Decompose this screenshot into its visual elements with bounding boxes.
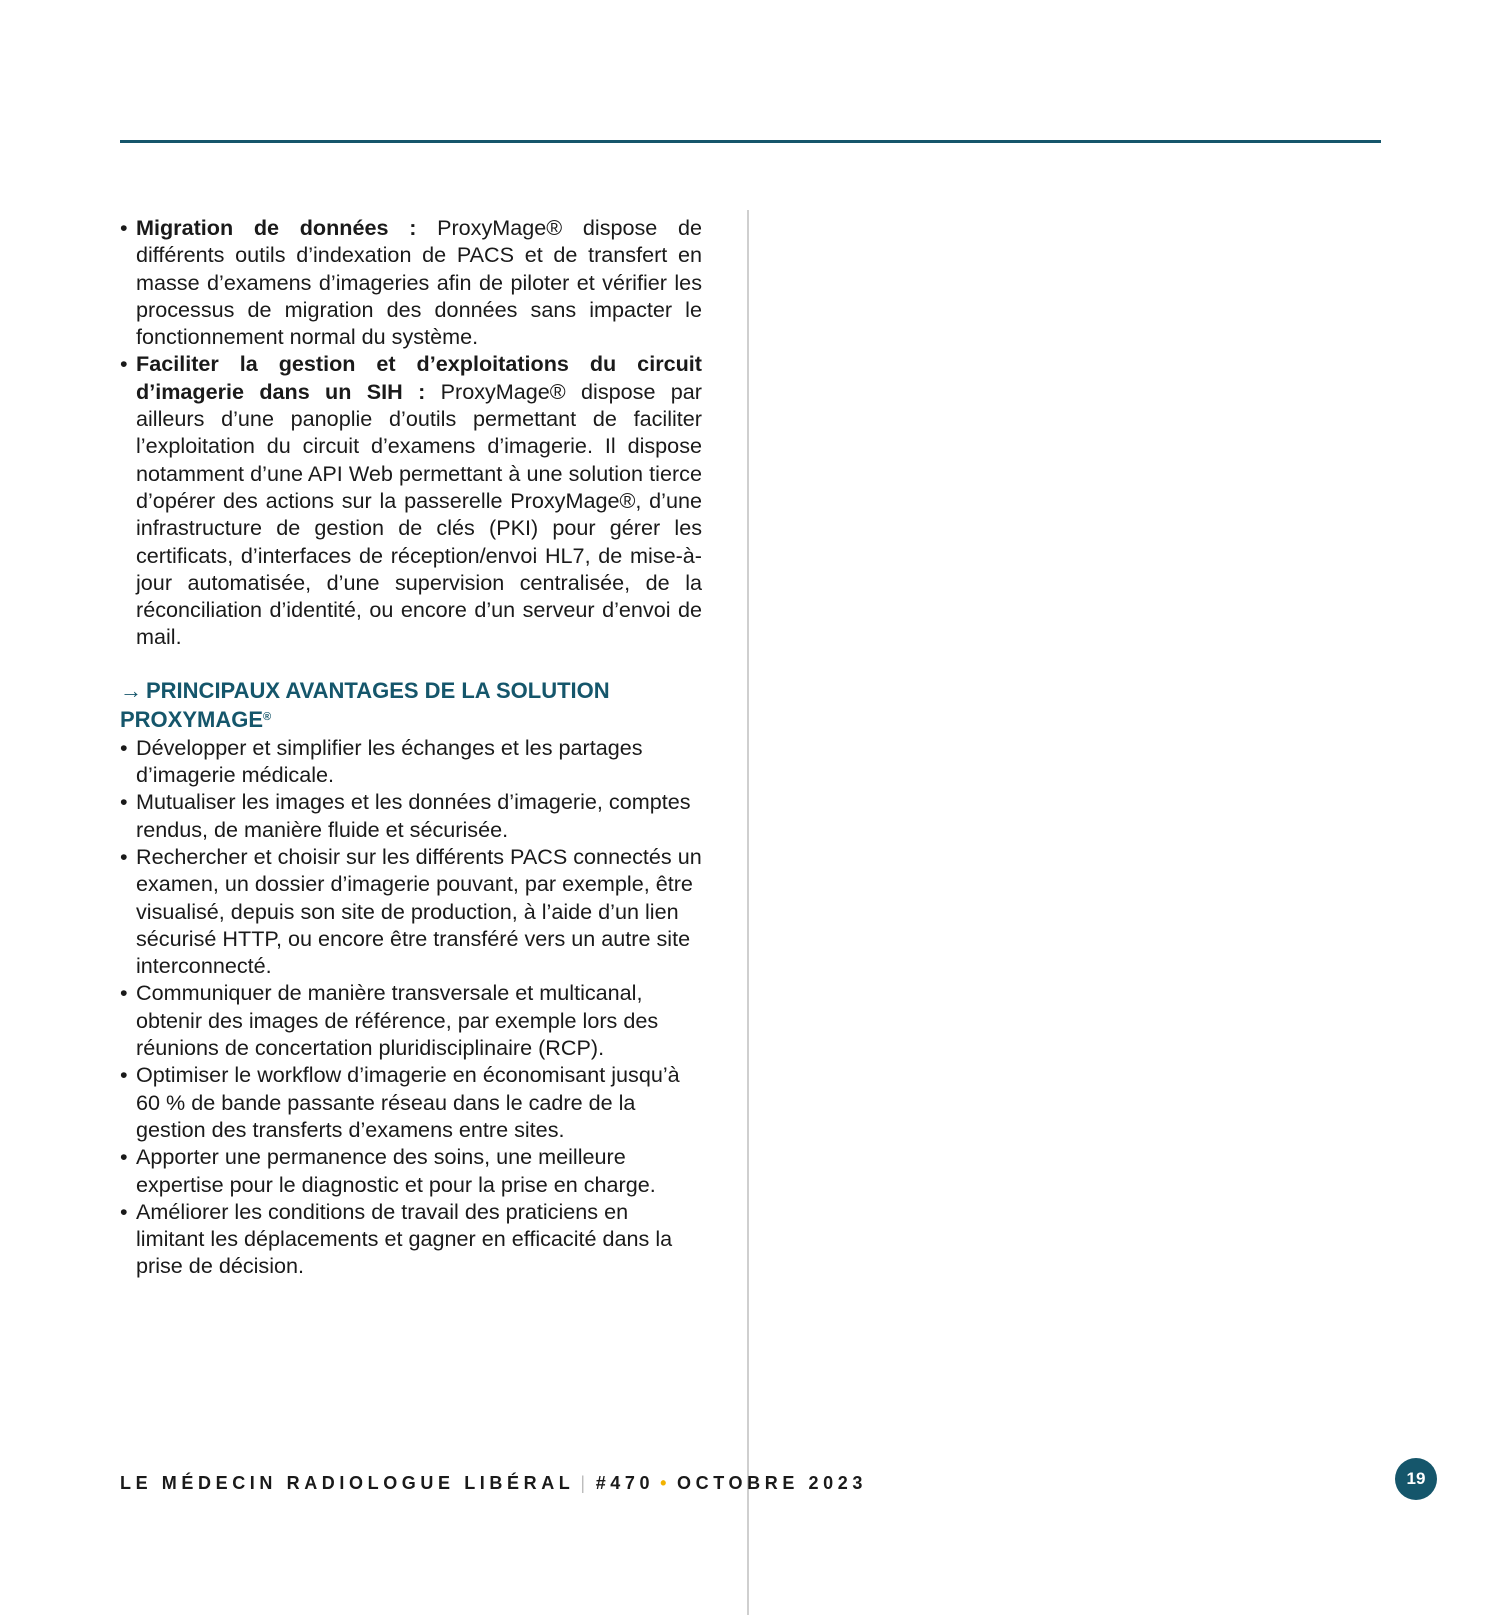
- list-item-sih: [120, 350, 702, 650]
- advantages-heading: [120, 677, 702, 734]
- column-divider: [747, 210, 749, 1615]
- left-column: [120, 214, 702, 1280]
- list-item: • Optimiser le workflow d’imagerie en économisant jusqu’à 60 % de bande passante réseau dans le cadre de la gestion des transferts d’examens entre sites.: [120, 1061, 702, 1143]
- list-item: • Mutualiser les images et les données d’imagerie, comptes rendus, de manière fluide et sécurisée.: [120, 788, 702, 843]
- item-term: Migration de données :: [136, 215, 417, 240]
- list-item: • Améliorer les conditions de travail des praticiens en limitant les déplacements et gagner en efficacité dans la prise de décision.: [120, 1198, 702, 1280]
- footer-dot: •: [660, 1473, 672, 1493]
- list-item: • Communiquer de manière transversale et multicanal, obtenir des images de référence, par exemple lors des réunions de concertation pluridisciplinaire (RCP).: [120, 979, 702, 1061]
- heading-line2: PROXYMAGE: [120, 707, 264, 733]
- issue-number: #470: [595, 1473, 655, 1493]
- list-item-migration: [120, 214, 702, 350]
- footer: [120, 1473, 867, 1494]
- list-item: • Apporter une permanence des soins, une meilleure expertise pour le diagnostic et pour la prise en charge.: [120, 1143, 702, 1198]
- feature-list: [120, 214, 702, 651]
- page-number-badge: 19: [1395, 1458, 1437, 1500]
- registered-mark: ®: [263, 711, 272, 724]
- issue-date: OCTOBRE 2023: [677, 1473, 867, 1493]
- footer-separator: |: [580, 1473, 590, 1493]
- list-item: • Rechercher et choisir sur les différents PACS connectés un examen, un dossier d’imagerie pouvant, par exemple, être visualisé, depuis son site de production, à l’aide d’un lien sécurisé HTTP, ou encore être transféré vers un autre site interconnecté.: [120, 843, 702, 979]
- arrow-right-icon: →: [120, 677, 142, 703]
- item-text: ProxyMage® dispose par ailleurs d’une panoplie d’outils permettant de faciliter l’exploitation du circuit d’examens d’imagerie. Il dispose notamment d’une API Web permettant à une solution tierce d’opérer des actions sur la passerelle ProxyMage®, d’une infrastructure de gestion de clés (PKI) pour gérer les certificats, d’interfaces de réception/envoi HL7, de mise-à-jour automatisée, d’une supervision centralisée, de la réconciliation d’identité, ou encore d’un serveur d’envoi de mail.: [136, 378, 702, 650]
- item-term: Faciliter la gestion et d’exploitations du circuit d’imagerie dans un SIH :: [136, 351, 702, 404]
- list-item: • Développer et simplifier les échanges et les partages d’imagerie médicale.: [120, 734, 702, 789]
- heading-line1: PRINCIPAUX AVANTAGES DE LA SOLUTION: [146, 677, 610, 703]
- item-text: ProxyMage® dispose de différents outils d’indexation de PACS et de transfert en masse d’examens d’imageries afin de piloter et vérifier les processus de migration des données sans impacter le fonctionnement normal du système.: [136, 215, 703, 350]
- header-rule: [120, 140, 1381, 143]
- publication-name: LE MÉDECIN RADIOLOGUE LIBÉRAL: [120, 1473, 575, 1493]
- advantages-list: [120, 734, 702, 1280]
